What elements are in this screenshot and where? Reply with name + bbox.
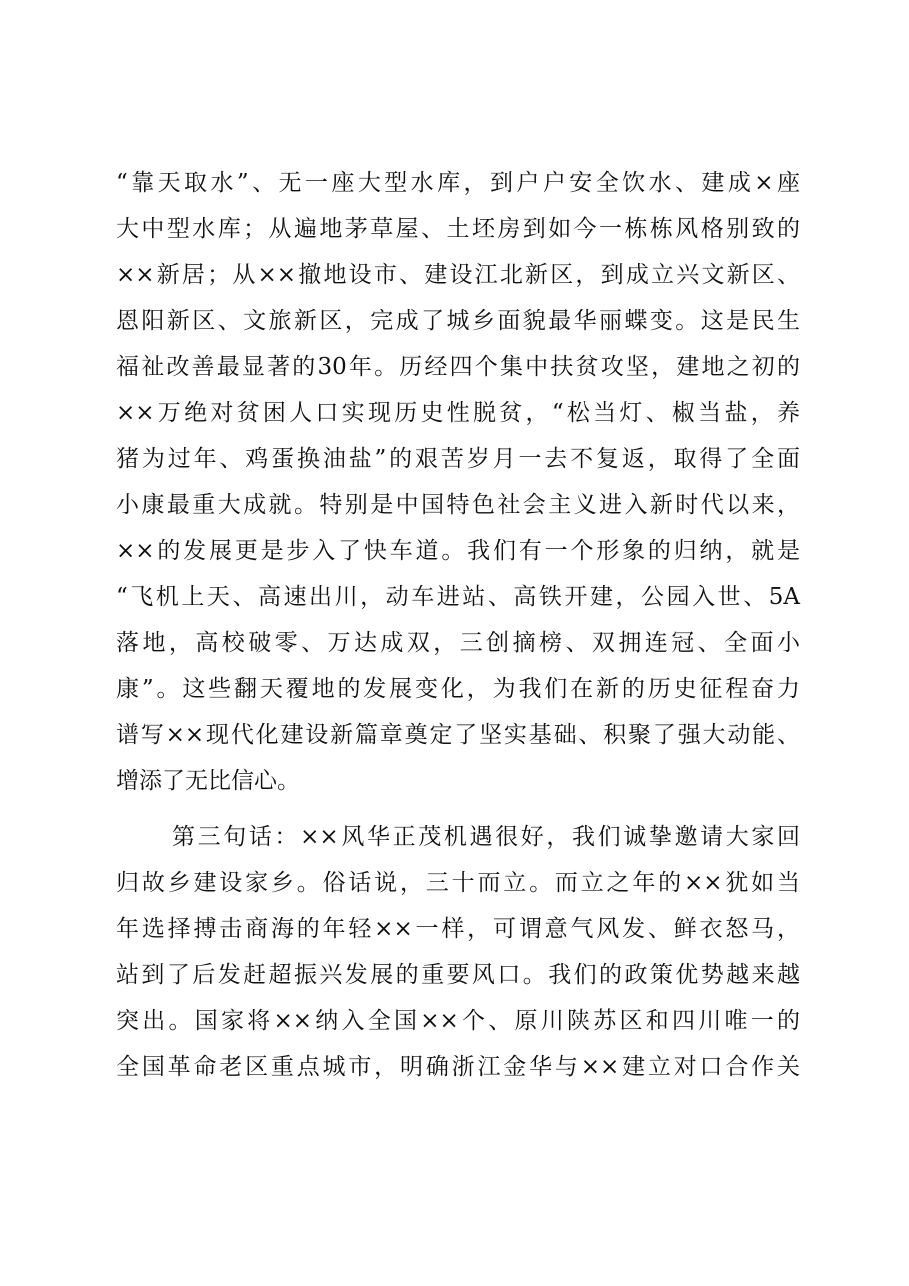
text-line: “靠天取水”、无一座大型水库，到户户安全饮水、建成×座 <box>116 170 800 196</box>
text-line: 增添了无比信心。 <box>116 768 300 794</box>
text-line: ××新居；从××撤地设市、建设江北新区，到成立兴文新区、 <box>116 262 800 288</box>
text-line: 康”。这些翻天覆地的发展变化，为我们在新的历史征程奋力 <box>116 676 800 702</box>
text-line: 站到了后发赶超振兴发展的重要风口。我们的政策优势越来越 <box>116 962 800 988</box>
text-line: 福祉改善最显著的30年。历经四个集中扶贫攻坚，建地之初的 <box>116 354 800 380</box>
text-line: “飞机上天、高速出川，动车进站、高铁开建，公园入世、5A <box>116 584 800 610</box>
text-line: 大中型水库；从遍地茅草屋、土坯房到如今一栋栋风格别致的 <box>116 216 800 242</box>
text-line: 谱写××现代化建设新篇章奠定了坚实基础、积聚了强大动能、 <box>116 722 800 748</box>
text-line: ××的发展更是步入了快车道。我们有一个形象的归纳，就是 <box>116 538 800 564</box>
text-line: ××万绝对贫困人口实现历史性脱贫，“松当灯、椒当盐，养 <box>116 400 800 426</box>
text-line: 归故乡建设家乡。俗话说，三十而立。而立之年的××犹如当 <box>116 870 800 896</box>
text-line: 全国革命老区重点城市，明确浙江金华与××建立对口合作关 <box>116 1054 800 1080</box>
text-line: 第三句话：××风华正茂机遇很好，我们诚挚邀请大家回 <box>172 824 800 850</box>
text-line: 突出。国家将××纳入全国××个、原川陕苏区和四川唯一的 <box>116 1008 800 1034</box>
text-line: 年选择搏击商海的年轻××一样，可谓意气风发、鲜衣怒马， <box>116 916 800 942</box>
text-line: 小康最重大成就。特别是中国特色社会主义进入新时代以来， <box>116 492 800 518</box>
text-line: 落地，高校破零、万达成双，三创摘榜、双拥连冠、全面小 <box>116 630 800 656</box>
text-line: 猪为过年、鸡蛋换油盐”的艰苦岁月一去不复返，取得了全面 <box>116 446 800 472</box>
text-line: 恩阳新区、文旅新区，完成了城乡面貌最华丽蝶变。这是民生 <box>116 308 800 334</box>
